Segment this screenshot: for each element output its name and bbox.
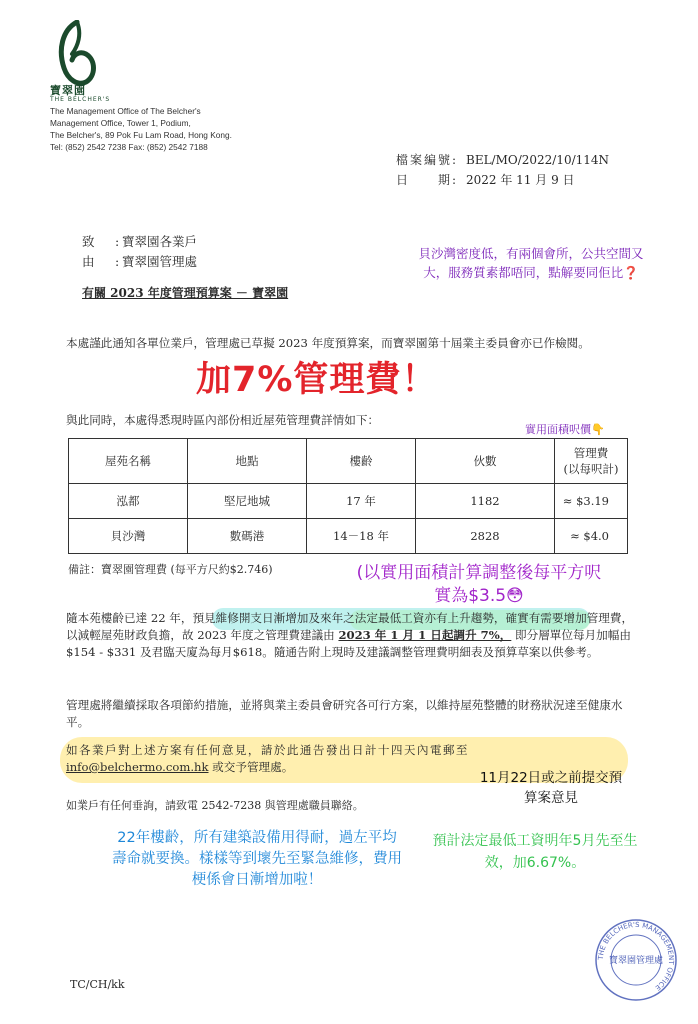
org-name-en: THE BELCHER'S	[50, 96, 111, 103]
proposal-date: 2023 年 1 月 1 日起調升 7%，	[338, 628, 512, 642]
official-stamp	[594, 918, 678, 1002]
paragraph-comparison: 與此同時，本處得悉現時區內部份相近屋苑管理費詳情如下：	[66, 413, 380, 427]
table-cell: 貝沙灣	[69, 519, 188, 554]
remark-line: 備註：寶翠園管理費 (每平方尺約$2.746)	[68, 563, 273, 576]
address-line: Tel: (852) 2542 7238 Fax: (852) 2542 7188	[50, 142, 208, 152]
address-line: The Belcher's, 89 Pok Fu Lam Road, Hong Kong.	[50, 130, 232, 140]
table-header: 樓齡	[307, 439, 416, 484]
paragraph-enquiry: 如業戶有任何垂詢，請致電 2542-7238 與管理處職員聯絡。	[66, 799, 364, 812]
table-cell: ≈ $3.19	[555, 484, 628, 519]
table-header-row	[69, 439, 628, 484]
org-name-cn: 寶翠園	[50, 84, 86, 97]
from-value: 寶翠園管理處	[122, 254, 198, 269]
proposal-text: 隨本苑樓齡已達 22 年，預見維修開支日漸增加及來年之法定最低工資亦有上升趨勢，確實有需要增加管理費，以減輕屋苑財政負擔，故 2023 年度之管理費建議由	[66, 611, 634, 642]
annotation-per-ft: 實用面積呎價👇	[525, 423, 605, 436]
table-cell: 數碼港	[188, 519, 307, 554]
subject-line: 有關 2023 年度管理預算案 － 寶翠園	[82, 286, 289, 300]
address-line: Management Office, Tower 1, Podium,	[50, 118, 191, 128]
proposal-details: 即分層單位每月加幅由$154 - $331 及君臨天廈為每月$618。隨通告附上現時及建議調整管理費明細表及預算草案以供參考。	[66, 628, 631, 659]
to-value: 寶翠園各業戶	[122, 234, 198, 249]
address-line: The Management Office of The Belcher's	[50, 106, 201, 116]
table-cell: 14－18 年	[307, 519, 416, 554]
table-header: 地點	[188, 439, 307, 484]
stamp-ring-text: THE BELCHER'S MANAGEMENT OFFICE	[596, 920, 676, 992]
table-cell: 2828	[416, 519, 555, 554]
file-no: BEL/MO/2022/10/114N	[466, 153, 610, 167]
annotation-deadline: 11月22日或之前提交預算案意見	[479, 770, 623, 806]
paragraph-proposal	[66, 610, 636, 661]
belchers-logo	[52, 20, 102, 90]
stamp-center-text: 寶翠園管理處	[608, 956, 664, 966]
date: 2022 年 11 月 9 日	[466, 173, 575, 187]
annotation-increase: 加7%管理費！	[196, 360, 438, 400]
reference-block	[396, 150, 609, 190]
from-label: 由 :	[82, 254, 124, 269]
fee-comparison-table	[68, 438, 628, 554]
feedback-text: 如各業戶對上述方案有任何意見，請於此通告發出日計十四天內電郵至	[66, 743, 469, 757]
table-header: 伙數	[416, 439, 555, 484]
date-label: 日 期:	[396, 173, 459, 187]
table-cell: 堅尼地城	[188, 484, 307, 519]
table-cell: ≈ $4.0	[555, 519, 628, 554]
email-link[interactable]: info@belchermo.com.hk	[66, 760, 209, 774]
paragraph-intro: 本處謹此通知各單位業戶，管理處已草擬 2023 年度預算案，而寶翠園第十屆業主委員會亦已作檢閱。	[66, 336, 590, 350]
table-row	[69, 484, 628, 519]
table-row	[69, 519, 628, 554]
annotation-minimum-wage: 預計法定最低工資明年5月先至生效，加6.67%。	[432, 833, 638, 871]
table-cell: 17 年	[307, 484, 416, 519]
table-header: 屋苑名稱	[69, 439, 188, 484]
address-block	[50, 105, 232, 153]
annotation-adjusted: (以實用面積計算調整後每平方呎實為$3.5😳	[356, 563, 602, 606]
footer-reference: TC/CH/kk	[70, 978, 125, 991]
annotation-density: 貝沙灣密度低，有兩個會所，公共空間又大，服務質素都唔同，點解要同佢比❓	[418, 246, 644, 280]
feedback-tail: 或交予管理處。	[208, 760, 294, 774]
to-label: 致 :	[82, 234, 124, 249]
paragraph-savings: 管理處將繼續採取各項節約措施，並將與業主委員會研究各可行方案，以維持屋苑整體的財務狀況達至健康水平。	[66, 698, 623, 729]
file-no-label: 檔案編號:	[396, 153, 459, 167]
annotation-building-age: 22年樓齡，所有建築設備用得耐，過左平均壽命就要換。樣樣等到壞先至緊急維修，費用梗係會日漸增加啦！	[112, 830, 402, 888]
recipient-block	[82, 232, 197, 272]
table-cell: 泓都	[69, 484, 188, 519]
table-cell: 1182	[416, 484, 555, 519]
table-header: 管理費 (以每呎計)	[555, 439, 628, 484]
